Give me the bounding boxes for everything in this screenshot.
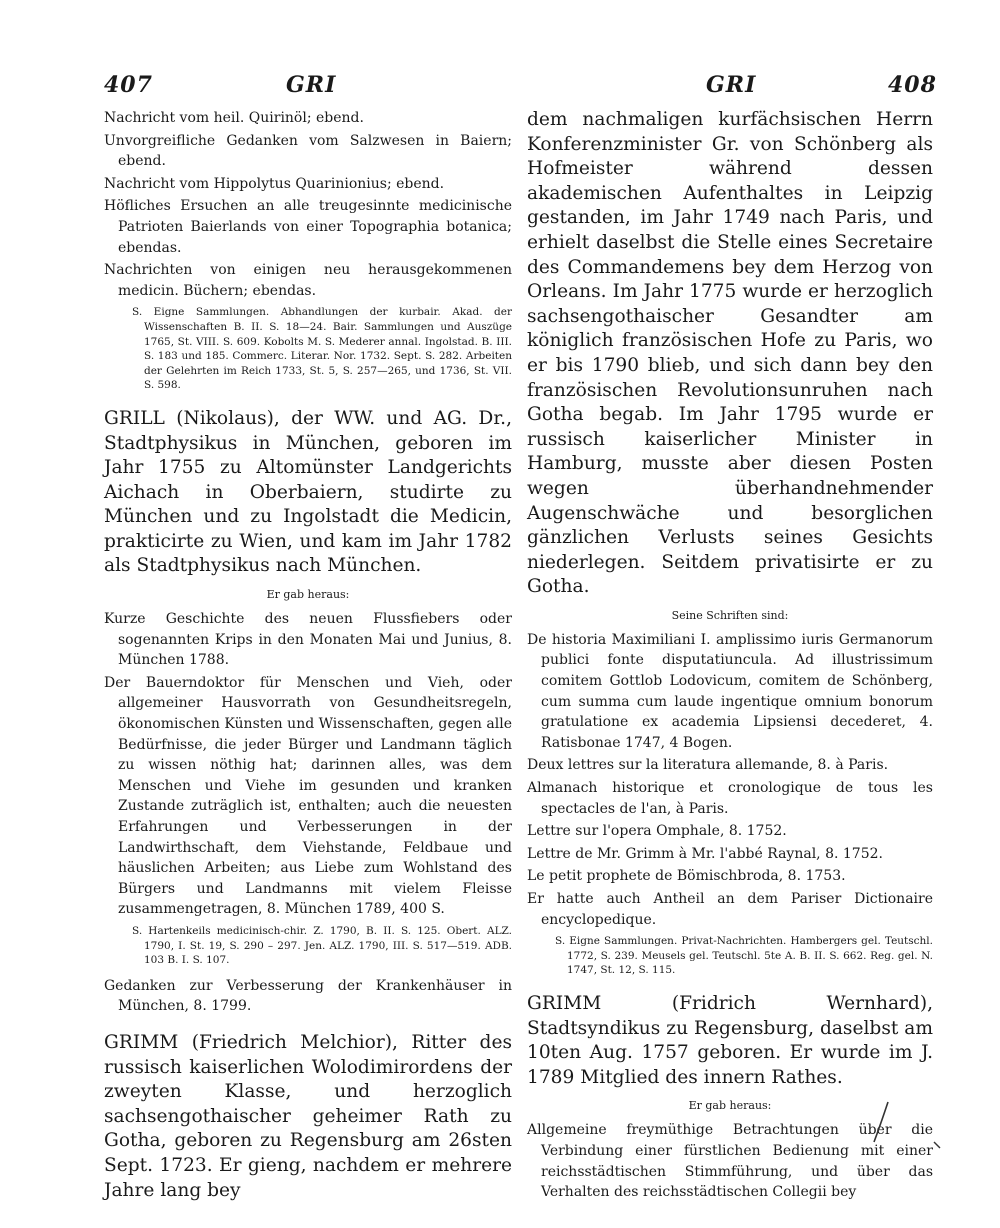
bibliography-entry: Höfliches Ersuchen an alle treugesinnte medicinische Patrioten Baierlands von einer Topographia botanica; ebendas. (104, 198, 512, 256)
bibliography-entry: Kurze Geschichte des neuen Flussfiebers oder sogenannten Krips in den Monaten Mai und Junius, 8. München 1788. (104, 611, 512, 669)
bibliography-entry: Er hatte auch Antheil an dem Pariser Dictionaire encyclopedique. (527, 891, 933, 928)
biography-grimm-continued: dem nachmaligen kurfächsischen Herrn Konferenzminister Gr. von Schönberg als Hofmeister während dessen akademischen Aufenthaltes in Leipzig gestanden, im Jahr 1749 nach Paris, und erhielt daselbst die Stelle eines Secretaire des Commandemens bey dem Herzog von Orleans. Im Jahr 1775 wurde er herzoglich sachsengothaischer Gesandter am königlich französischen Hofe zu Paris, wo er bis 1790 blieb, und sich dann bey den französischen Revolutionsunruhen nach Gotha begab. Im Jahr 1795 wurde er russisch kaiserlicher Minister in Hamburg, musste aber diesen Posten wegen überhandnehmender Augenschwäche und besorglichen gänzlichen Verlusts seines Gesichts niederlegen. Seitdem privatisirte er zu Gotha. (527, 109, 933, 598)
works-subheading: Seine Schriften sind: (671, 608, 789, 622)
biography-grimm-wernhard: GRIMM (Fridrich Wernhard), Stadtsyndikus zu Regensburg, daselbst am 10ten Aug. 1757 geboren. Er wurde im J. 1789 Mitglied des innern Rathes. (527, 992, 933, 1088)
biography-grimm-start: GRIMM (Friedrich Melchior), Ritter des russisch kaiserlichen Wolodimirordens der zweyten Klasse, und herzoglich sachsengothaischer geheimer Rath zu Gotha, geboren zu Regensburg am 26sten Sept. 1723. Er gieng, nachdem er mehrere Jahre lang bey (104, 1031, 512, 1201)
source-note: S. Hartenkeils medicinisch-chir. Z. 1790, B. II. S. 125. Obert. ALZ. 1790, I. St. 19, S. 290 – 297. Jen. ALZ. 1790, III. S. 517—519. ADB. 103 B. I. S. 107. (132, 924, 512, 967)
left-running-head: GRI (286, 72, 337, 98)
source-note: S. Eigne Sammlungen. Abhandlungen der kurbair. Akad. der Wissenschaften B. II. S. 18—24. Bair. Sammlungen und Auszüge 1765, St. VIII. S. 609. Kobolts M. S. Mederer annal. Ingolstad. B. III. S. 183 und 185. Commerc. Literar. Nor. 1732. Sept. S. 282. Arbeiten der Gelehrten im Reich 1733, St. 5, S. 257—265, und 1736, St. VII. S. 598. (132, 306, 512, 392)
right-running-head: GRI (706, 72, 757, 98)
bibliography-entry: Lettre de Mr. Grimm à Mr. l'abbé Raynal, 8. 1752. (527, 845, 883, 862)
works-subheading: Er gab heraus: (266, 588, 350, 602)
right-column (527, 108, 933, 1205)
right-page-number: 408 (888, 72, 937, 98)
bibliography-entry: Deux lettres sur la literatura allemande, 8. à Paris. (527, 757, 889, 774)
bibliography-entry: Der Bauerndoktor für Menschen und Vieh, oder allgemeiner Hausvorrath von Gesundheitsregeln, ökonomischen Künsten und Wissenschaften, gegen alle Bedürfnisse, die jeder Bürger und Landmann täglich zu wissen nöthig hat; darinnen alles, was dem Menschen und Viehe im gesunden und kranken Zustande zuträglich ist, enthalten; auch die neuesten Erfahrungen und Verbesserungen in der Landwirthschaft, dem Viehstande, Feldbaue und häuslichen Arbeiten; aus Liebe zum Wohlstand des Bürgers und Landmanns mit vielem Fleisse zusammengetragen, 8. München 1789, 400 S. (104, 674, 512, 918)
bibliography-entry: Le petit prophete de Bömischbroda, 8. 1753. (527, 868, 846, 885)
bibliography-entry: Gedanken zur Verbesserung der Krankenhäuser in München, 8. 1799. (104, 977, 512, 1015)
left-column (104, 108, 512, 1211)
pencil-mark (860, 1098, 950, 1158)
bibliography-entry: Lettre sur l'opera Omphale, 8. 1752. (527, 823, 787, 840)
bibliography-entry: Nachricht vom Hippolytus Quarinionius; ebend. (104, 175, 445, 192)
works-subheading: Er gab heraus: (688, 1099, 772, 1113)
bibliography-entry: Unvorgreifliche Gedanken vom Salzwesen in Baiern; ebend. (104, 132, 512, 170)
bibliography-entry: Allgemeine freymüthige Betrachtungen über die Verbindung einer fürstlichen Bedienung mit einer reichsstädtischen Stimmführung, und über das Verhalten des reichsstädtischen Collegii bey (527, 1122, 933, 1201)
left-page-number: 407 (104, 72, 153, 98)
bibliography-entry: Nachricht vom heil. Quirinöl; ebend. (104, 110, 364, 126)
bibliography-entry: De historia Maximiliani I. amplissimo iuris Germanorum publici fonte disputatiuncula. Ad illustrissimum comitem Gottlob Lodovicum, comitem de Schönberg, cum summa cum laude ingentique omnium bonorum gratulatione ex academia Lipsiensi decederet, 4. Ratisbonae 1747, 4 Bogen. (527, 631, 933, 751)
source-note: S. Eigne Sammlungen. Privat-Nachrichten. Hambergers gel. Teutschl. 1772, S. 239. Meusels gel. Teutschl. 5te A. B. II. S. 662. Reg. gel. N. 1747, St. 12, S. 115. (555, 935, 933, 977)
biography-grill: GRILL (Nikolaus), der WW. und AG. Dr., Stadtphysikus in München, geboren im Jahr 1755 zu Altomünster Landgerichts Aichach in Oberbaiern, studirte zu München und zu Ingolstadt die Medicin, prakticirte zu Wien, und kam im Jahr 1782 als Stadtphysikus nach München. (104, 407, 512, 577)
bibliography-entry: Almanach historique et cronologique de tous les spectacles de l'an, à Paris. (527, 780, 933, 817)
bibliography-entry: Nachrichten von einigen neu herausgekommenen medicin. Büchern; ebendas. (104, 262, 512, 299)
